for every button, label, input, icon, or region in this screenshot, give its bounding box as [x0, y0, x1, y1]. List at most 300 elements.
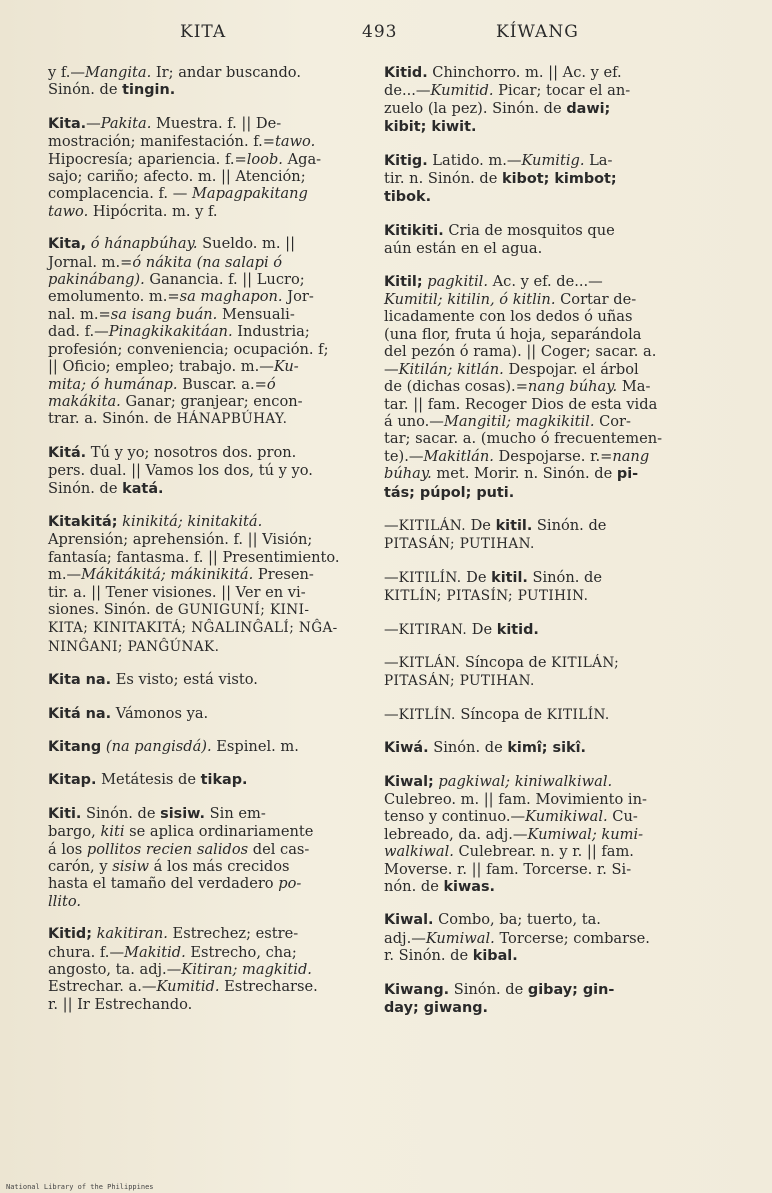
italic-text: Makitid.	[124, 943, 186, 961]
italic-text: kakitiran.	[91, 925, 168, 943]
entry-text: Mensuali-	[217, 305, 295, 323]
entry-text: nal. m.=	[48, 305, 111, 323]
entry-line	[384, 981, 694, 999]
entry-text: Metátesis de	[96, 771, 201, 789]
entry-text: Despojar. el árbol	[503, 360, 639, 378]
entry-text: De	[465, 516, 496, 534]
headword: Kita.	[48, 115, 87, 132]
entry-line	[48, 288, 358, 305]
entry-line	[48, 671, 358, 689]
entry-line	[48, 601, 358, 619]
entry-text: Síncopa de	[455, 705, 547, 723]
headword: tás; púpol; puti.	[384, 484, 515, 501]
italic-text: loob.	[246, 150, 283, 168]
entry-text: hasta el tamaño del verdadero	[48, 875, 279, 893]
entry-text: Vámonos ya.	[111, 704, 209, 722]
headword: Kitig.	[384, 152, 428, 169]
headword: sisiw.	[160, 805, 206, 822]
entry-line	[384, 326, 694, 343]
header-left-guide-word: KITA	[180, 22, 227, 42]
entry-line	[48, 738, 358, 756]
entry-line	[384, 535, 694, 553]
entry-text: bargo,	[48, 823, 101, 841]
entry-line	[384, 170, 694, 188]
italic-text: nang búhay.	[527, 378, 618, 396]
entry-line	[48, 376, 358, 393]
entry-text: del cas-	[248, 840, 310, 858]
headword: kiwas.	[443, 879, 496, 896]
entry-text: Torcerse; combarse.	[494, 929, 650, 947]
entry-text: Moverse. r. || fam. Torcerse. r. Si-	[384, 860, 632, 878]
dictionary-entry	[384, 152, 694, 207]
entry-text: zuelo (la pez). Sinón. de	[384, 99, 567, 117]
entry-text: Ganar; granjear; encon-	[120, 392, 303, 410]
entry-line	[48, 358, 358, 375]
italic-text: Mangitil; magkikitil.	[443, 412, 595, 430]
entry-line	[48, 771, 358, 789]
italic-text: mita; ó humánap.	[48, 375, 178, 393]
dictionary-entry	[384, 569, 694, 606]
entry-text: || Oficio; empleo; trabajo. m.—	[48, 358, 274, 376]
entry-text: Ir; andar buscando.	[151, 64, 301, 81]
entry-line	[48, 410, 358, 428]
entry-text: chura. f.—	[48, 943, 125, 961]
small-caps-text: KITLÍN; PITASÍN; PUTIHIN.	[384, 588, 589, 605]
dictionary-entry	[48, 771, 358, 789]
entry-text: La-	[584, 151, 613, 169]
dictionary-entry	[48, 805, 358, 910]
entry-line	[384, 188, 694, 206]
italic-text: Mangita.	[85, 64, 152, 81]
entry-text: Jornal. m.=	[48, 253, 133, 271]
entry-text: Sinón. de	[48, 81, 123, 99]
entry-text: —	[384, 653, 399, 671]
small-caps-text: KITA; KINITAKITÁ; NĜALINĜALÍ; NĜA-	[48, 620, 338, 637]
entry-line	[384, 621, 694, 639]
entry-text: Estrechar. a.—	[48, 978, 157, 996]
entry-text: m.—	[48, 566, 82, 584]
entry-text: sajo; cariño; afecto. m. || Atención;	[48, 168, 306, 186]
entry-text: Sinón. de	[527, 568, 602, 586]
small-caps-text: HÁNAPBÚHAY.	[176, 411, 288, 428]
entry-line	[384, 222, 694, 240]
entry-text: Hipócrita. m. y f.	[88, 202, 218, 220]
entry-line	[48, 705, 358, 723]
entry-text: Sinón. de	[81, 804, 161, 822]
headword: Kita na.	[48, 672, 112, 689]
entry-line	[384, 378, 694, 395]
italic-text: nang	[612, 447, 650, 465]
headword: kitil.	[495, 517, 533, 534]
headword: Kitá na.	[48, 705, 112, 722]
italic-text: pagkitil.	[422, 272, 488, 290]
entry-text: carón, y	[48, 858, 113, 876]
entry-text: Despojarse. r.=	[493, 447, 613, 465]
entry-text: á uno.—	[384, 412, 444, 430]
entry-text: —	[86, 114, 101, 132]
entry-text: Estrechez; estre-	[167, 925, 299, 943]
entry-text: trar. a. Sinón. de	[48, 410, 177, 428]
headword: gibay; gin-	[527, 981, 615, 998]
dictionary-entry	[48, 115, 358, 220]
entry-line	[384, 291, 694, 308]
entry-line	[48, 858, 358, 875]
headword: Kiwal;	[384, 773, 434, 790]
entry-text: Cortar de-	[555, 291, 637, 309]
italic-text: walkiwal.	[384, 843, 454, 861]
entry-text: Síncopa de	[460, 653, 552, 671]
dictionary-entry	[48, 444, 358, 498]
entry-text: Presen-	[253, 566, 314, 584]
entry-line	[48, 341, 358, 358]
entry-line	[384, 343, 694, 360]
entry-line	[48, 805, 358, 823]
entry-text: Cor-	[594, 412, 631, 430]
entry-text: tir. a. || Tener visiones. || Ver en vi-	[48, 583, 306, 601]
entry-line	[384, 484, 694, 502]
entry-line	[48, 549, 358, 566]
entry-text: tenso y continuo.—	[384, 808, 526, 826]
small-caps-text: KITLÁN.	[398, 654, 461, 671]
entry-line	[384, 791, 694, 808]
entry-line	[384, 64, 694, 82]
entry-line	[384, 947, 694, 965]
entry-text: se aplica ordinariamente	[124, 823, 314, 841]
headword: kitil.	[491, 569, 528, 586]
entry-line	[48, 271, 358, 288]
entry-text: lebreado, da. adj.—	[384, 825, 528, 843]
entry-text: tir. n. Sinón. de	[384, 170, 503, 188]
entry-text: —	[384, 568, 399, 586]
italic-text: tawo.	[275, 133, 316, 151]
entry-text: Sin em-	[205, 804, 266, 822]
entry-text: nón. de	[384, 878, 444, 896]
entry-line	[48, 566, 358, 583]
entry-line	[384, 861, 694, 878]
entry-line	[48, 81, 358, 99]
small-caps-text: GUNIGUNÍ; KINI-	[177, 601, 310, 618]
dictionary-entry	[48, 925, 358, 1013]
italic-text: Kumitil; kitilin, ó kitlin.	[384, 291, 556, 309]
headword: tingin.	[122, 82, 176, 99]
headword: day; giwang.	[384, 1000, 488, 1017]
entry-text: Combo, ba; tuerto, ta.	[433, 911, 601, 929]
entry-text: Tú y yo; nosotros dos. pron.	[86, 443, 297, 461]
entry-line	[48, 841, 358, 858]
entry-text: Industria;	[232, 323, 310, 341]
entry-text: á los	[48, 840, 87, 858]
headword: tikap.	[200, 772, 248, 789]
entry-line	[48, 480, 358, 498]
entry-text: adj.—	[384, 929, 426, 947]
entry-line	[48, 151, 358, 168]
entry-text: fantasía; fantasma. f. || Presentimiento.	[48, 548, 340, 566]
entry-text: —	[384, 516, 399, 534]
entry-line	[48, 203, 358, 220]
entry-text: met. Morir. n. Sinón. de	[431, 465, 617, 483]
entry-text: Jor-	[282, 288, 314, 306]
headword: Kitid.	[384, 65, 428, 81]
entry-line	[48, 254, 358, 271]
entry-line	[384, 999, 694, 1017]
entry-text: Picar; tocar el an-	[493, 82, 631, 100]
small-caps-text: NINĜANI; PANĜÚNAK.	[48, 638, 220, 655]
entry-text: Cria de mosquitos que	[443, 221, 615, 239]
headword: Kitakitá;	[48, 513, 118, 530]
entry-text: Muestra. f. || De-	[151, 114, 282, 132]
dictionary-entry	[48, 235, 358, 428]
entry-line	[384, 517, 694, 535]
dictionary-entry	[384, 911, 694, 965]
entry-line	[48, 531, 358, 548]
entry-line	[48, 875, 358, 892]
entry-text: te).—	[384, 447, 424, 465]
dictionary-entry	[384, 706, 694, 724]
headword: Kiwá.	[384, 740, 429, 757]
entry-text: r. Sinón. de	[384, 947, 473, 965]
entry-text: Cu-	[607, 808, 638, 826]
dictionary-entry	[48, 513, 358, 656]
entry-line	[384, 843, 694, 860]
entry-line	[48, 619, 358, 637]
entry-text: Chinchorro. m. || Ac. y ef.	[427, 64, 622, 81]
headword: Kitá.	[48, 444, 87, 461]
entry-text: Buscar. a.=	[177, 375, 267, 393]
entry-line	[48, 306, 358, 323]
entry-line	[384, 773, 694, 791]
entry-line	[384, 569, 694, 587]
italic-text: makákita.	[48, 392, 121, 410]
entry-line	[384, 396, 694, 413]
entry-text: Ma-	[617, 378, 651, 396]
entry-line	[384, 448, 694, 465]
italic-text: Kumitig.	[521, 151, 585, 169]
dictionary-entry	[384, 981, 694, 1018]
entry-text: De	[461, 568, 492, 586]
entry-line	[384, 361, 694, 378]
dictionary-entry	[384, 654, 694, 691]
entry-text: Hipocresía; apariencia. f.=	[48, 150, 247, 168]
entry-line	[48, 64, 358, 81]
headword: Kiwang.	[384, 981, 450, 998]
entry-text: Latido. m.—	[427, 151, 522, 169]
entry-line	[384, 118, 694, 136]
entry-line	[384, 930, 694, 947]
entry-line	[384, 152, 694, 170]
italic-text: llito.	[48, 892, 82, 910]
headword: Kitang	[48, 739, 102, 755]
entry-line	[384, 430, 694, 447]
entry-line	[384, 808, 694, 825]
italic-text: tawo.	[48, 202, 89, 220]
italic-text: ó nákita (na salapi ó	[132, 253, 283, 271]
italic-text: Mákitákitá; mákinikitá.	[81, 566, 254, 584]
entry-text: de (dichas cosas).=	[384, 378, 528, 396]
entry-line	[384, 672, 694, 690]
entry-text: y f.—	[48, 64, 85, 81]
italic-text: sisiw	[112, 858, 150, 876]
entry-text: emolumento. m.=	[48, 288, 180, 306]
italic-text: Ku-	[273, 358, 299, 376]
entry-text: De	[467, 620, 497, 638]
entry-text: Aprensión; aprehensión. f. || Visión;	[48, 531, 313, 549]
entry-text: r. || Ir Estrechando.	[48, 995, 193, 1013]
entry-line	[48, 168, 358, 185]
italic-text: ó	[266, 375, 276, 393]
entry-line	[384, 911, 694, 929]
entry-text: aún están en el agua.	[384, 240, 543, 258]
headword: Kitid;	[48, 926, 92, 943]
library-footer: National Library of the Philippines	[6, 1183, 154, 1191]
entry-text: á los más crecidos	[149, 858, 290, 876]
entry-text: complacencia. f. —	[48, 185, 192, 203]
italic-text: Kitilán; kitlán.	[398, 360, 504, 378]
entry-line	[48, 115, 358, 133]
entry-text: de...—	[384, 82, 431, 100]
small-caps-text: KITLÍN.	[398, 706, 456, 723]
dictionary-entry	[384, 517, 694, 554]
italic-text: sa maghapon.	[179, 288, 283, 306]
italic-text: búhay.	[384, 465, 432, 483]
entry-line	[48, 133, 358, 150]
italic-text: Kumiwal; kumi-	[527, 825, 644, 843]
entry-line	[48, 584, 358, 601]
entry-text: Estrecho, cha;	[185, 943, 297, 961]
entry-line	[384, 240, 694, 257]
headword: Kiwal.	[384, 912, 434, 929]
dictionary-entry	[384, 222, 694, 258]
entry-line	[384, 654, 694, 672]
italic-text: (na pangisdá).	[101, 738, 212, 755]
small-caps-text: KITILÍN.	[398, 569, 462, 586]
dictionary-entry	[384, 739, 694, 757]
entry-line	[48, 462, 358, 479]
entry-line	[384, 739, 694, 757]
entry-line	[384, 82, 694, 99]
small-caps-text: PITASÁN; PUTIHAN.	[384, 536, 535, 553]
entry-line	[48, 978, 358, 995]
entry-text: angosto, ta. adj.—	[48, 961, 182, 979]
entry-line	[48, 444, 358, 462]
headword: tibok.	[384, 189, 432, 206]
italic-text: Pakita.	[100, 114, 152, 132]
headword: kibot; kimbot;	[502, 171, 617, 188]
italic-text: sa isang buán.	[110, 305, 218, 323]
entry-line	[48, 961, 358, 978]
dictionary-entry	[48, 64, 358, 100]
italic-text: pagkiwal; kiniwalkiwal.	[433, 772, 613, 790]
entry-line	[48, 513, 358, 531]
entry-text: dad. f.—	[48, 323, 109, 341]
italic-text: Kumikiwal.	[525, 808, 608, 826]
left-column	[48, 64, 358, 1028]
italic-text: Kumiwal.	[425, 929, 495, 947]
entry-text: Ac. y ef. de...—	[487, 272, 603, 290]
page-number: 493	[362, 22, 398, 42]
entry-line	[48, 823, 358, 840]
right-column	[384, 64, 694, 1032]
header-right-guide-word: KÍWANG	[496, 22, 579, 42]
entry-text: Culebreo. m. || fam. Movimiento in-	[384, 791, 647, 808]
page-header	[0, 22, 772, 46]
italic-text: pakinábang).	[48, 271, 145, 289]
italic-text: kiti	[100, 823, 125, 841]
entry-line	[48, 393, 358, 410]
entry-line	[48, 944, 358, 961]
entry-text: Ganancia. f. || Lucro;	[144, 271, 305, 289]
entry-text: Aga-	[282, 150, 322, 168]
small-caps-text: KITILÍN.	[546, 706, 610, 723]
dictionary-entry	[48, 671, 358, 689]
entry-text: mostración; manifestación. f.=	[48, 133, 275, 151]
dictionary-entry	[384, 64, 694, 137]
entry-text: Sueldo. m. ||	[197, 235, 295, 253]
entry-text: siones. Sinón. de	[48, 600, 178, 618]
small-caps-text: PITASÁN; PUTIHAN.	[384, 673, 535, 690]
entry-line	[48, 996, 358, 1013]
headword: Kitil;	[384, 273, 423, 290]
entry-text: profesión; conveniencia; ocupación. f;	[48, 340, 329, 358]
headword: dawi;	[566, 100, 611, 117]
entry-line	[384, 100, 694, 118]
headword: kibit; kiwit.	[384, 119, 477, 136]
italic-text: Kitiran; magkitid.	[181, 961, 312, 979]
entry-line	[48, 323, 358, 340]
entry-text: —	[384, 360, 399, 378]
entry-line	[384, 706, 694, 724]
headword: katá.	[122, 480, 164, 497]
headword: Kita,	[48, 236, 87, 253]
entry-text: Sinón. de	[449, 980, 528, 998]
headword: Kitap.	[48, 772, 97, 789]
entry-text: Sinón. de	[48, 479, 123, 497]
italic-text: pollitos recien salidos	[86, 840, 249, 858]
entry-text: del pezón ó rama). || Coger; sacar. a.	[384, 343, 657, 361]
small-caps-text: KITIRAN.	[398, 621, 468, 638]
italic-text: ó hánapbúhay.	[86, 235, 198, 253]
entry-line	[48, 235, 358, 253]
italic-text: kinikitá; kinitakitá.	[117, 512, 263, 530]
entry-line	[48, 185, 358, 202]
entry-line	[384, 413, 694, 430]
headword: kimî; sikî.	[507, 740, 587, 757]
headword: Kitikiti.	[384, 222, 444, 239]
dictionary-entry	[384, 273, 694, 502]
entry-line	[384, 587, 694, 605]
entry-text: —	[384, 705, 399, 723]
entry-text: pers. dual. || Vamos los dos, tú y yo.	[48, 462, 313, 480]
italic-text: Mapagpakitang	[191, 185, 308, 203]
entry-line	[48, 925, 358, 943]
italic-text: Kumitid.	[156, 978, 220, 996]
entry-line	[384, 308, 694, 325]
small-caps-text: KITILÁN;	[551, 654, 620, 671]
italic-text: po-	[278, 875, 302, 893]
entry-line	[384, 878, 694, 896]
entry-text: tar; sacar. a. (mucho ó frecuentemen-	[384, 430, 663, 448]
italic-text: Kumitid.	[430, 82, 494, 100]
entry-text: licadamente con los dedos ó uñas	[384, 308, 633, 326]
dictionary-entry	[384, 773, 694, 897]
headword: pi-	[616, 466, 639, 483]
dictionary-entry	[48, 705, 358, 723]
entry-text: Sinón. de	[532, 516, 607, 534]
entry-line	[384, 273, 694, 291]
entry-line	[48, 638, 358, 656]
entry-text: Es visto; está visto.	[111, 671, 258, 689]
entry-text: Culebrear. n. y r. || fam.	[453, 843, 634, 861]
headword: Kiti.	[48, 805, 82, 822]
